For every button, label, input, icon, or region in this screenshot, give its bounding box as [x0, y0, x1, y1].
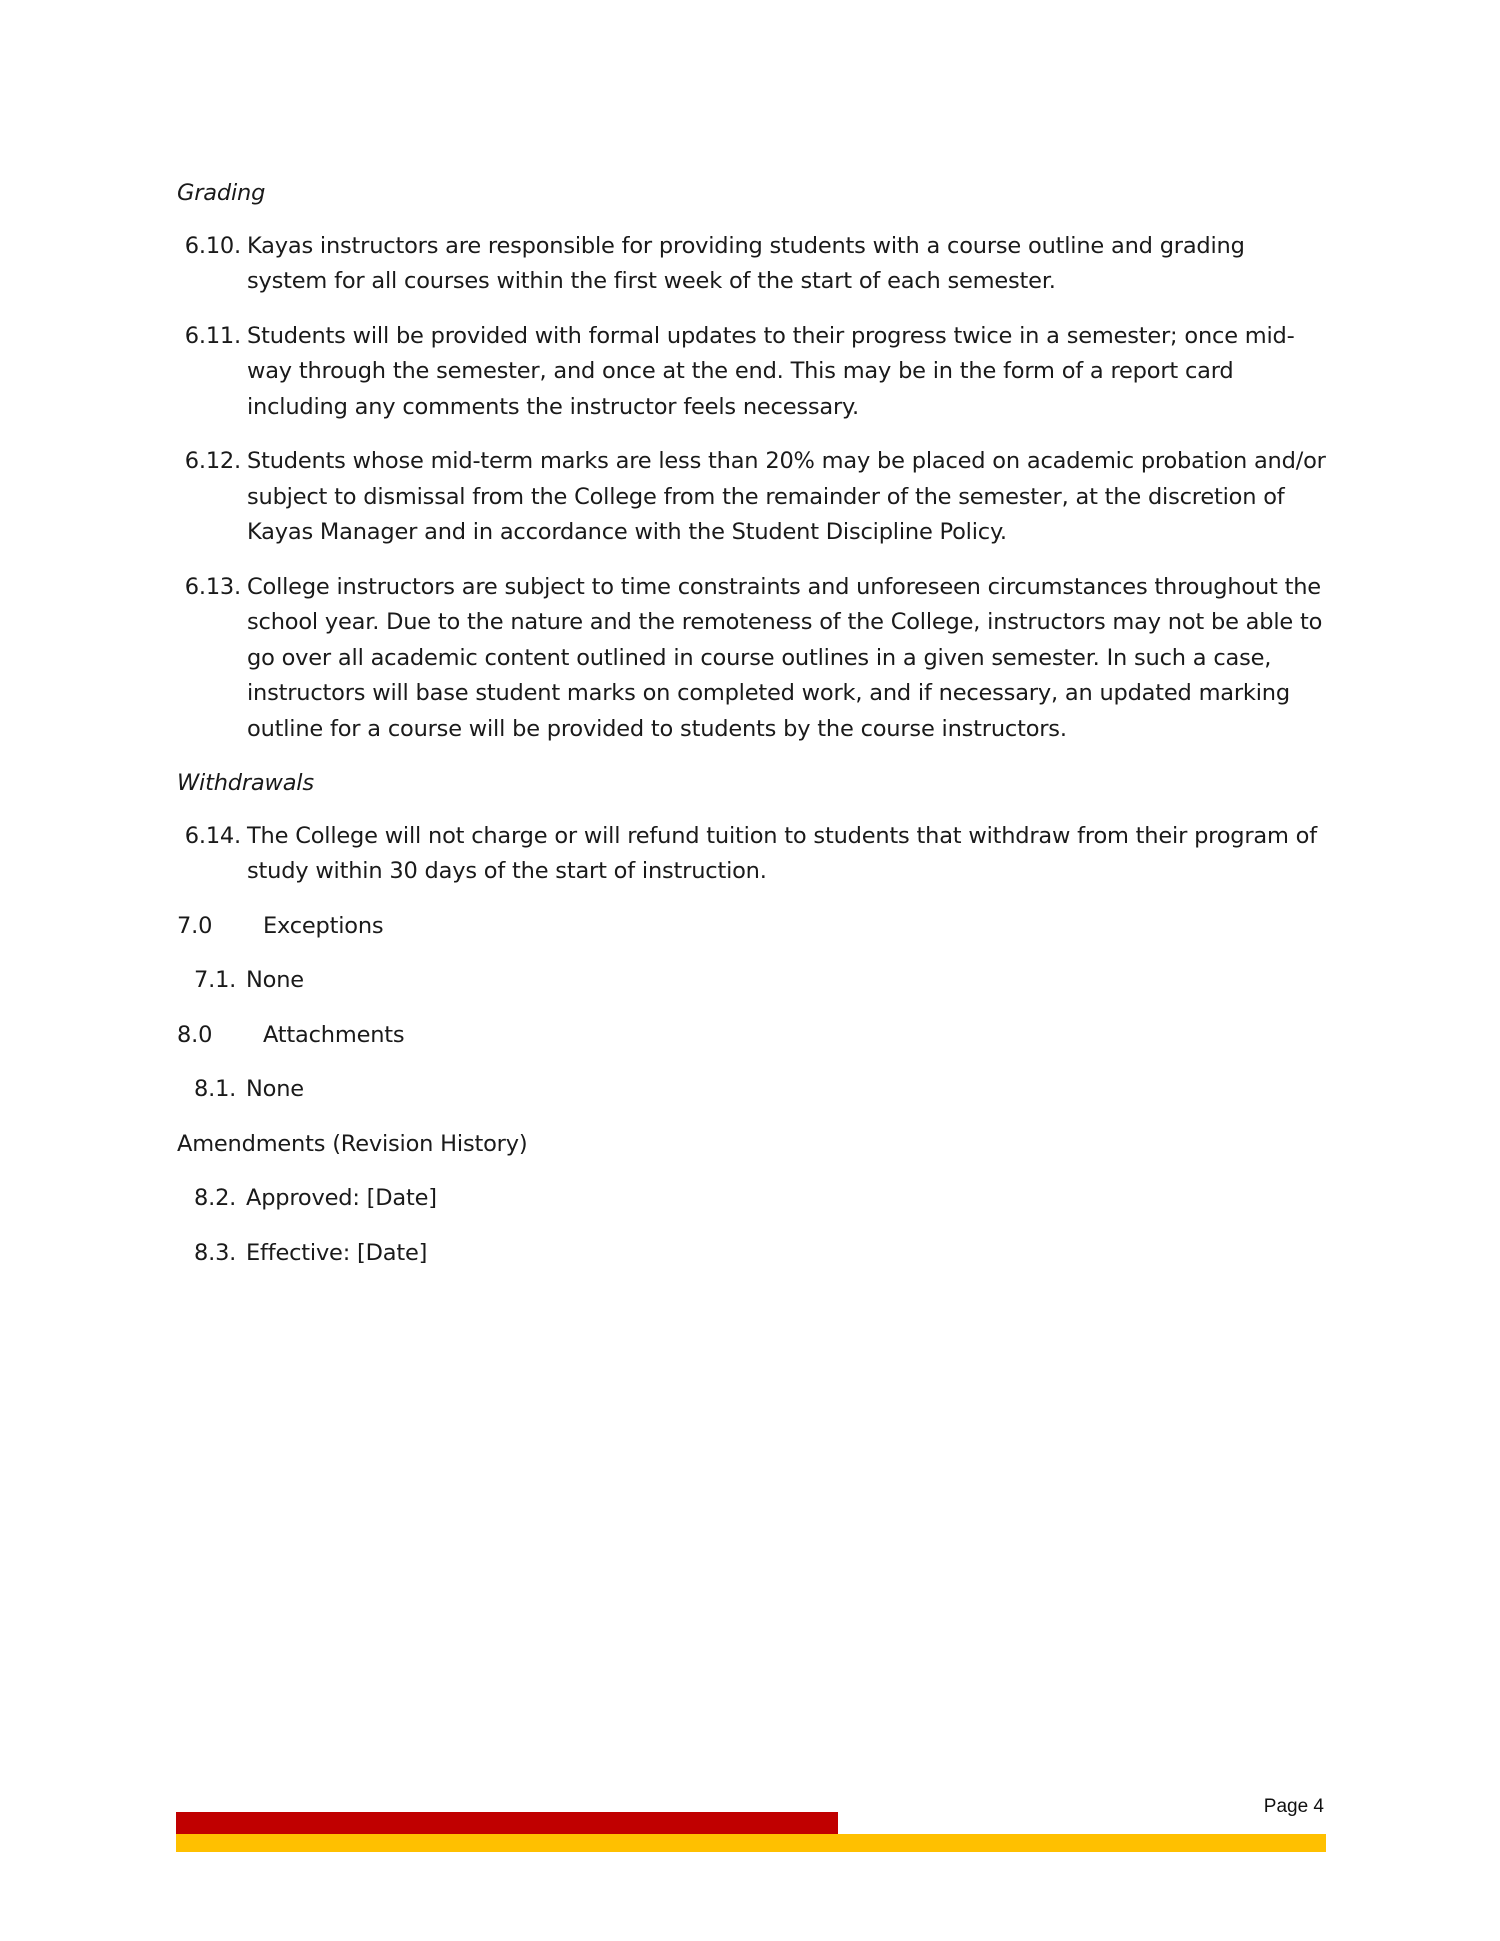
item-text: College instructors are subject to time constraints and unforeseen circumstances throughout the school year. Due to the nature and the remoteness of the College, instructors may not be able to go over all academic content outlined in course outlines in a given semester. In such a case, instructors will base student marks on completed work, and if necessary, an updated marking outline for a course will be provided to students by the course instructors. [247, 573, 1323, 742]
item-number: 6.12. [184, 448, 241, 474]
item-text: Students will be provided with formal updates to their progress twice in a semester; once mid-way through the semester, and once at the end. This may be in the form of a report card including any comments the instructor feels necessary. [247, 322, 1295, 420]
grading-heading: Grading [177, 180, 266, 206]
item-number: 8.2. [194, 1185, 237, 1211]
item-text: The College will not charge or will refund tuition to students that withdraw from their program of study within 30 days of the start of instruction. [247, 822, 1317, 884]
document-body [177, 176, 1327, 1290]
list-item-6-11 [177, 319, 1327, 426]
section-title: Exceptions [263, 912, 384, 939]
footer-red-bar [176, 1812, 838, 1834]
section-title: Attachments [263, 1021, 405, 1048]
item-text: Students whose mid-term marks are less than 20% may be placed on academic probation and/or subject to dismissal from the College from the remainder of the semester, at the discretion of Kayas Manager and in accordance with the Student Discipline Policy. [247, 448, 1326, 545]
item-text: Kayas instructors are responsible for providing students with a course outline and grading system for all courses within the first week of the start of each semester. [247, 232, 1245, 294]
list-item-6-12 [177, 444, 1327, 551]
item-text: None [246, 967, 304, 993]
section-heading-attachments [177, 1018, 1327, 1054]
list-item-8-2 [177, 1181, 1327, 1217]
item-text: Approved: [Date] [246, 1185, 437, 1211]
section-number: 7.0 [177, 912, 213, 939]
list-item-6-14 [177, 819, 1327, 890]
list-item-8-3 [177, 1236, 1327, 1272]
list-item-7-1 [177, 963, 1327, 999]
footer-yellow-bar [176, 1834, 1326, 1852]
item-number: 7.1. [194, 967, 237, 993]
item-number: 6.11. [184, 322, 241, 349]
withdrawals-heading: Withdrawals [177, 770, 314, 796]
section-number: 8.0 [177, 1021, 213, 1048]
list-item-6-13 [177, 570, 1327, 748]
item-number: 6.14. [184, 822, 241, 849]
list-item-8-1 [177, 1072, 1327, 1108]
item-number: 6.10. [184, 232, 241, 259]
item-number: 8.1. [194, 1076, 237, 1102]
item-number: 8.3. [194, 1239, 237, 1266]
section-heading-exceptions [177, 909, 1327, 945]
item-text: Effective: [Date] [246, 1239, 428, 1266]
amendments-heading: Amendments (Revision History) [177, 1130, 528, 1157]
item-text: None [246, 1076, 304, 1102]
list-item-6-10 [177, 229, 1327, 300]
item-number: 6.13. [184, 573, 241, 600]
page-number: Page 4 [1263, 1796, 1324, 1817]
